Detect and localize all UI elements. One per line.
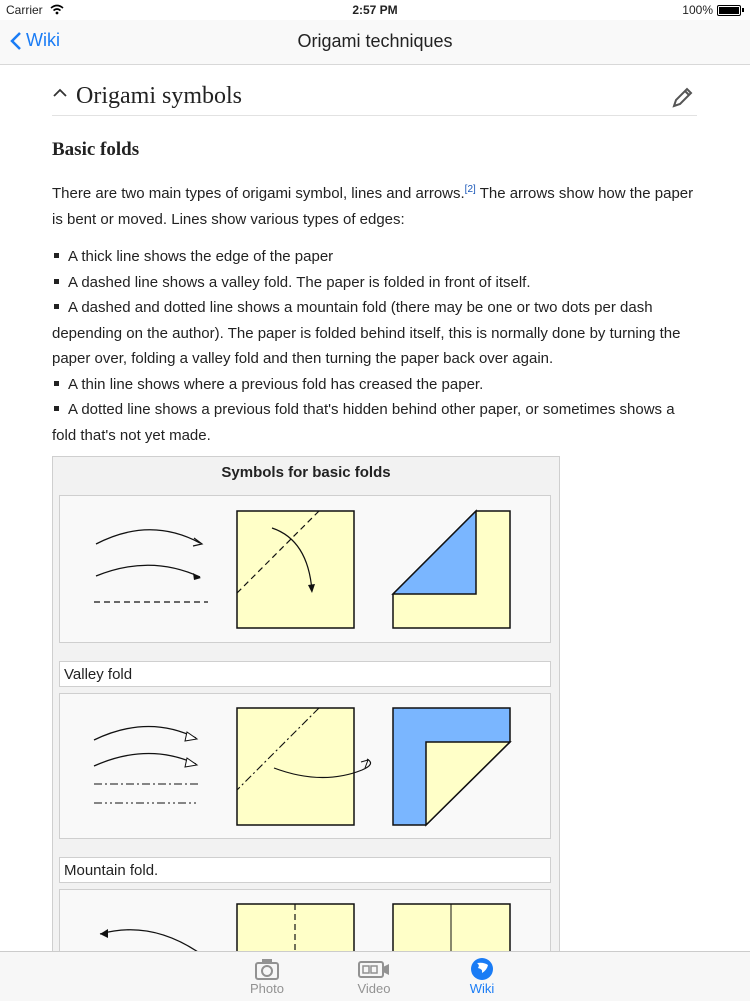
bullet-icon xyxy=(54,279,59,284)
list-item xyxy=(52,270,702,296)
list-item xyxy=(52,397,702,448)
back-label: Wiki xyxy=(26,30,60,50)
bullet-icon xyxy=(54,406,59,411)
battery-percent: 100% xyxy=(682,3,713,17)
globe-icon xyxy=(469,957,495,981)
bullet-icon xyxy=(54,381,59,386)
tab-bar xyxy=(0,951,750,1001)
list-item xyxy=(52,244,702,270)
navigation-bar xyxy=(0,20,750,65)
list-item-text: A dashed and dotted line shows a mountain fold (there may be one or two dots per dash depending on the author). The paper is folded behind itself, this is normally done by turning the paper over, folding a valley fold and then turning the paper back over again. xyxy=(52,299,681,367)
section-header[interactable] xyxy=(52,75,697,116)
list-item xyxy=(52,372,702,398)
next-fold-illustration xyxy=(60,890,550,951)
tab-wiki[interactable] xyxy=(442,955,522,996)
valley-fold-caption: Valley fold xyxy=(59,661,551,687)
list-item-text: A dotted line shows a previous fold that's hidden behind other paper, or sometimes shows a fold that's not yet made. xyxy=(52,401,675,444)
video-icon xyxy=(357,957,391,981)
tab-label: Photo xyxy=(250,981,284,996)
tab-label: Wiki xyxy=(469,981,495,996)
subheading: Basic folds xyxy=(52,139,140,160)
section-title: Origami symbols xyxy=(76,83,242,109)
battery-indicator xyxy=(682,3,744,17)
valley-fold-diagram[interactable] xyxy=(59,495,551,643)
status-bar xyxy=(0,0,750,20)
mountain-fold-illustration xyxy=(60,694,550,838)
intro-text: There are two main types of origami symbol, lines and arrows. xyxy=(52,185,465,202)
list-item-text: A dashed line shows a valley fold. The paper is folded in front of itself. xyxy=(68,273,531,291)
next-fold-diagram[interactable] xyxy=(59,889,551,951)
bullet-icon xyxy=(54,304,59,309)
reference-link[interactable]: [2] xyxy=(464,184,476,195)
list-item-text: A thick line shows the edge of the paper xyxy=(68,248,334,265)
chevron-up-icon[interactable] xyxy=(52,85,68,101)
symbol-list xyxy=(52,244,702,448)
table-caption: Symbols for basic folds xyxy=(221,464,391,481)
tab-video[interactable] xyxy=(334,955,414,996)
intro-paragraph xyxy=(52,177,702,232)
pencil-icon[interactable] xyxy=(671,87,693,109)
fold-symbols-table xyxy=(52,456,560,951)
battery-tip xyxy=(742,8,744,12)
bullet-icon xyxy=(54,253,59,258)
page-title: Origami techniques xyxy=(297,31,453,51)
camera-icon xyxy=(253,957,281,981)
mountain-fold-diagram[interactable] xyxy=(59,693,551,839)
article-content[interactable] xyxy=(0,65,750,951)
carrier-label: Carrier xyxy=(6,3,43,17)
clock: 2:57 PM xyxy=(352,3,398,17)
battery-icon xyxy=(717,5,741,16)
valley-fold-illustration xyxy=(60,496,550,642)
tab-label: Video xyxy=(357,981,391,996)
intro-text-continued: The arrows show how the paper is bent or moved. Lines show various types of edges: xyxy=(52,185,694,228)
list-item xyxy=(52,295,702,372)
tab-photo[interactable] xyxy=(227,955,307,996)
mountain-fold-caption: Mountain fold. xyxy=(59,857,551,883)
list-item-text: A thin line shows where a previous fold has creased the paper. xyxy=(68,375,484,393)
